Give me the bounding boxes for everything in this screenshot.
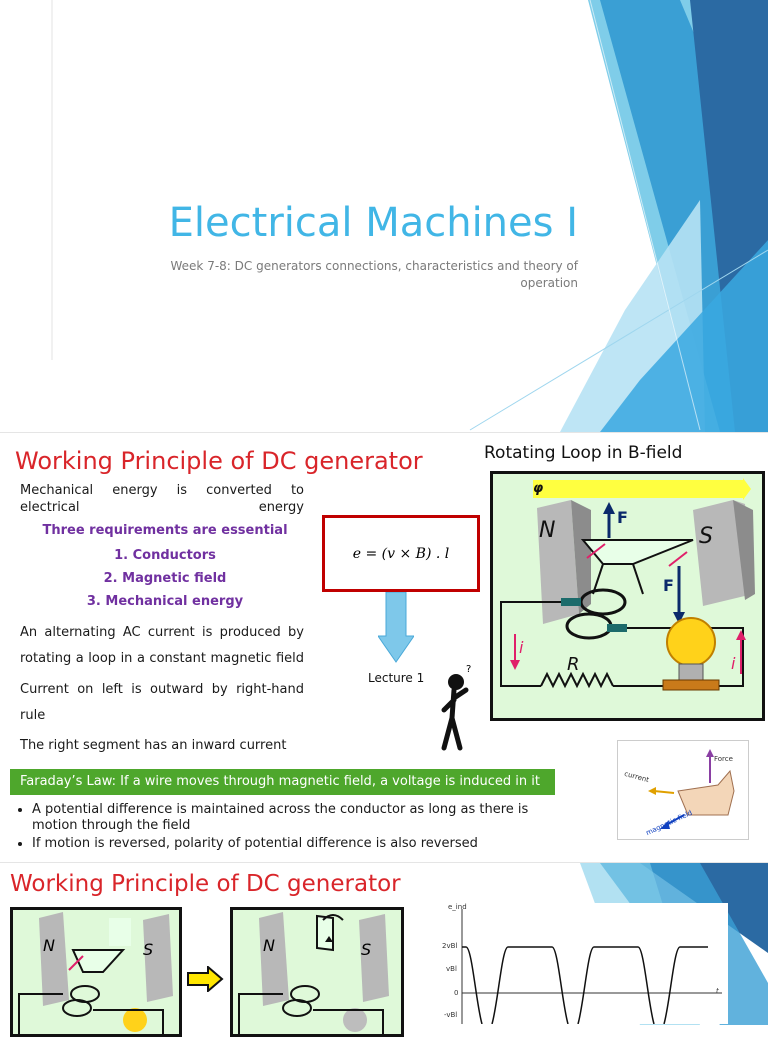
bullet-list [12,802,552,854]
slide-title: Electrical Machines I [168,200,578,246]
south-pole-label: S [143,940,154,959]
requirements-heading: Three requirements are essential [42,523,288,538]
svg-text:?: ? [466,664,472,675]
resistor-label: R [567,654,580,675]
tick-label: -vBl [444,1011,458,1019]
bullet-item: • If motion is reversed, polarity of potential difference is also reversed [32,836,552,852]
north-pole-label: N [263,936,275,955]
paragraph: The right segment has an inward current [20,738,287,753]
requirement-item: 1. Conductors [114,548,216,563]
force-label: F [617,508,628,527]
right-arrow-icon [186,966,224,992]
paragraph: Current on left is outward by right-hand rule [20,682,304,723]
current-label: i [519,638,524,657]
down-arrow-icon [378,592,414,664]
current-label: i [731,654,736,673]
north-pole-label: N [539,518,556,543]
induced-voltage-graph [440,903,728,1024]
title-slide [0,0,768,432]
hand-force-label: Force [714,755,733,763]
y-axis-label: e_ind [448,903,467,911]
requirement-item: 3. Mechanical energy [86,594,244,609]
hand-current-label: current [623,769,650,785]
right-hand-rule-image [617,740,749,840]
requirement-item: 2. Magnetic field [103,571,227,586]
tick-label: 0 [454,989,459,997]
slide-subtitle: Week 7-8: DC generators connections, characteristics and theory of operation [170,259,578,290]
flux-label: φ [533,481,544,496]
south-pole-label: S [699,524,713,549]
slide-heading: Working Principle of DC generator [10,871,401,897]
south-pole-label: S [361,940,372,959]
loop-panel-2 [230,907,404,1037]
equation-box [322,515,480,592]
faraday-law-banner: Faraday’s Law: If a wire moves through magnetic field, a voltage is induced in it [10,769,555,795]
rotating-loop-figure [490,471,765,721]
thinking-figure-icon [436,660,476,752]
north-pole-label: N [43,936,55,955]
tick-label: vBl [446,965,457,973]
paragraph: An alternating AC current is produced by rotating a loop in a constant magnetic field [20,625,304,666]
loop-panel-1 [10,907,182,1037]
hand-field-label: magnetic field [644,808,694,838]
force-label: F [663,576,674,595]
intro-text: Mechanical energy is converted to electrical energy [20,483,304,515]
lecture-label: Lecture 1 [368,671,425,685]
slide-heading: Working Principle of DC generator [15,447,423,475]
equation: e = (v × B) . l [352,545,450,562]
x-axis-label: t [716,987,719,995]
figure-title: Rotating Loop in B-field [484,443,683,463]
bullet-item: • A potential difference is maintained across the conductor as long as there is motion through the field [32,802,552,834]
tick-label: 2vBl [442,942,458,950]
